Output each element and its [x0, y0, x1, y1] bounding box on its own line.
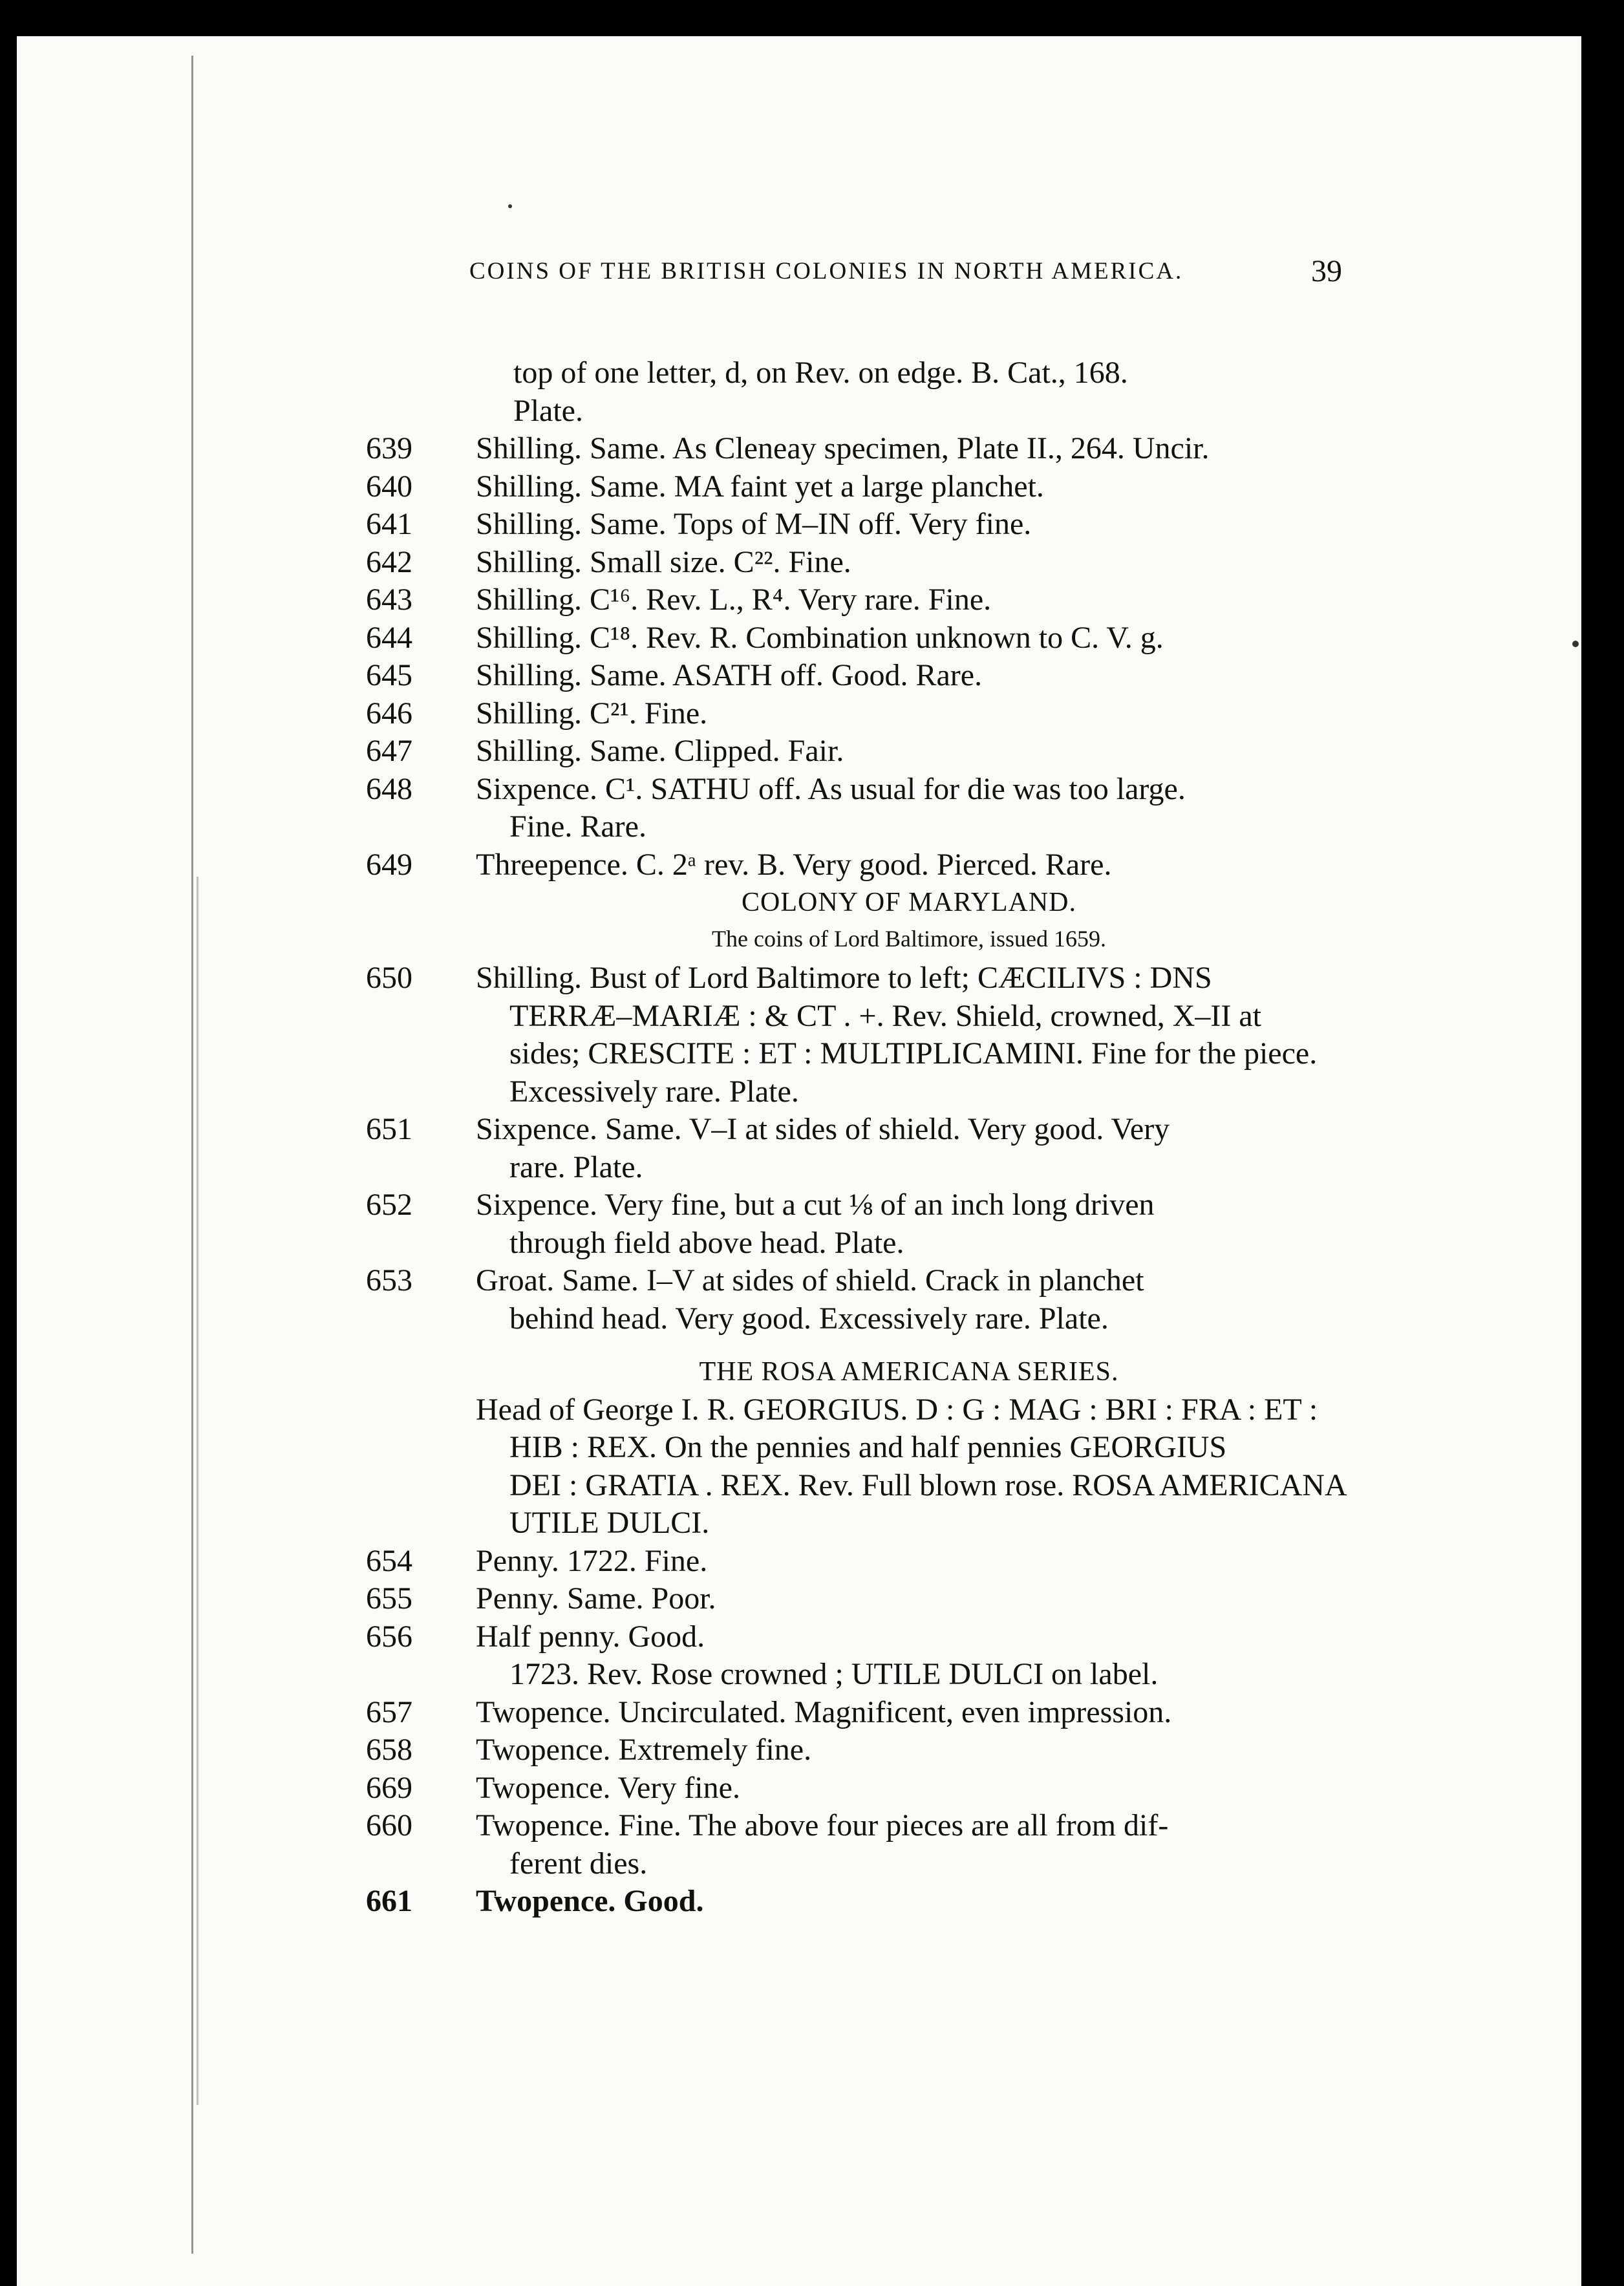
rosa-intro-line: UTILE DULCI. — [509, 1506, 710, 1540]
section-subheading-maryland: The coins of Lord Baltimore, issued 1659. — [712, 925, 1106, 952]
entry-line: Fine. Rare. — [509, 809, 646, 844]
entry-line: Twopence. Fine. The above four pieces are all from dif- — [476, 1808, 1169, 1843]
rosa-intro-line: DEI : GRATIA . REX. Rev. Full blown rose. ROSA AMERICANA — [509, 1468, 1347, 1502]
section-gap — [366, 1338, 1342, 1353]
entry-line: Shilling. Same. Tops of M–IN off. Very fine. — [476, 507, 1032, 541]
entry-line: ferent dies. — [509, 1846, 648, 1881]
entry-line: Shilling. C¹⁸. Rev. R. Combination unknown to C. V. g. — [476, 620, 1164, 655]
entry-line: TERRÆ–MARIÆ : & CT . +. Rev. Shield, crowned, X–II at — [509, 998, 1261, 1033]
ink-speck — [508, 204, 512, 208]
entry-line: Shilling. Small size. C²². Fine. — [476, 544, 851, 579]
entry-line: behind head. Very good. Excessively rare. Plate. — [509, 1301, 1109, 1336]
entries-shillings — [366, 430, 1342, 884]
entry-line: Shilling. C¹⁶. Rev. L., R⁴. Very rare. Fine. — [476, 582, 992, 617]
note-1723: 1723. Rev. Rose crowned ; UTILE DULCI on label. — [509, 1657, 1159, 1691]
entry-line: Sixpence. C¹. SATHU off. As usual for die was too large. — [476, 771, 1186, 806]
entry-line: Excessively rare. Plate. — [509, 1074, 799, 1109]
catalogue-entry — [366, 695, 1342, 733]
entries-maryland — [366, 959, 1342, 1338]
rosa-intro — [366, 1391, 1347, 1543]
lot-number: 645 — [366, 658, 412, 692]
lot-number: 652 — [366, 1188, 412, 1222]
lot-number: 658 — [366, 1733, 412, 1767]
entry-line: Shilling. C²¹. Fine. — [476, 696, 708, 731]
lot-number: 653 — [366, 1263, 412, 1298]
entry-line: Groat. Same. I–V at sides of shield. Crack in planchet — [476, 1263, 1144, 1298]
entry-line: Sixpence. Very fine, but a cut ⅛ of an inch long driven — [476, 1188, 1155, 1222]
lot-number: 643 — [366, 582, 412, 617]
catalogue-entry — [366, 657, 1342, 695]
entry-line: through field above head. Plate. — [509, 1225, 904, 1260]
continuation-block — [366, 354, 1342, 430]
entry-line: Twopence. Good. — [476, 1884, 704, 1918]
lot-number: 649 — [366, 847, 412, 882]
entry-line: rare. Plate. — [509, 1149, 643, 1184]
entries-rosa-1723 — [366, 1694, 1342, 1921]
running-head — [469, 254, 1342, 288]
catalogue-entry — [366, 544, 1342, 582]
entry-line: Threepence. C. 2ᵃ rev. B. Very good. Pierced. Rare. — [476, 847, 1112, 882]
catalogue-entry — [366, 1543, 1342, 1581]
catalogue-entry — [366, 846, 1342, 884]
catalogue-entry — [366, 959, 1342, 1111]
entry-line: Half penny. Good. — [476, 1619, 705, 1654]
lot-number: 669 — [366, 1770, 412, 1805]
continuation-line: top of one letter, d, on Rev. on edge. B. Cat., 168. — [513, 356, 1128, 390]
catalogue-entry — [366, 1807, 1342, 1883]
lot-number: 661 — [366, 1884, 412, 1918]
ink-speck — [1572, 641, 1579, 647]
lot-number: 640 — [366, 469, 412, 504]
catalogue-entry — [366, 771, 1342, 846]
lot-number: 656 — [366, 1619, 412, 1654]
continuation-line: Plate. — [513, 393, 583, 428]
catalogue-entry — [366, 732, 1342, 771]
catalogue-entry — [366, 1694, 1342, 1732]
catalogue-entry — [366, 1580, 1342, 1618]
catalogue-entry — [366, 506, 1342, 544]
catalogue-entry — [366, 1731, 1342, 1769]
catalogue-entry — [366, 619, 1342, 657]
entry-line: sides; CRESCITE : ET : MULTIPLICAMINI. Fine for the piece. — [509, 1036, 1318, 1071]
entry-line: Shilling. Bust of Lord Baltimore to left; CÆCILIVS : DNS — [476, 961, 1212, 995]
entry-line: Twopence. Extremely fine. — [476, 1733, 812, 1767]
entry-line: Penny. 1722. Fine. — [476, 1543, 708, 1578]
page-number: 39 — [1311, 254, 1342, 288]
section-heading-rosa: THE ROSA AMERICANA SERIES. — [699, 1357, 1119, 1387]
entry-line: Shilling. Same. Clipped. Fair. — [476, 734, 844, 768]
catalogue-entry — [366, 1883, 1342, 1921]
entry-line: Shilling. Same. MA faint yet a large planchet. — [476, 469, 1044, 504]
entry-line: Twopence. Very fine. — [476, 1770, 740, 1805]
binding-shadow — [197, 877, 198, 2105]
catalogue-entry — [366, 1769, 1342, 1808]
entries-rosa-1722 — [366, 1543, 1342, 1656]
section-heading-maryland: COLONY OF MARYLAND. — [742, 888, 1076, 917]
catalogue-entry — [366, 468, 1342, 506]
lot-number: 641 — [366, 507, 412, 541]
lot-number: 657 — [366, 1694, 412, 1729]
lot-number: 655 — [366, 1581, 412, 1616]
book-page — [17, 36, 1581, 2286]
lot-number: 639 — [366, 431, 412, 465]
rosa-intro-line: Head of George I. R. GEORGIUS. D : G : MAG : BRI : FRA : ET : — [476, 1392, 1318, 1427]
lot-number: 651 — [366, 1112, 412, 1146]
lot-number: 644 — [366, 620, 412, 655]
catalogue-entry — [366, 1618, 1342, 1656]
lot-number: 642 — [366, 544, 412, 579]
lot-number: 648 — [366, 771, 412, 806]
catalogue-entry — [366, 1262, 1342, 1338]
rosa-intro-line: HIB : REX. On the pennies and half pennies GEORGIUS — [509, 1430, 1227, 1464]
entry-line: Shilling. Same. As Cleneay specimen, Plate II., 264. Uncir. — [476, 431, 1210, 465]
lot-number: 647 — [366, 734, 412, 768]
running-title: COINS OF THE BRITISH COLONIES IN NORTH AMERICA. — [469, 258, 1184, 284]
entry-line: Twopence. Uncirculated. Magnificent, even impression. — [476, 1694, 1172, 1729]
catalogue-entry — [366, 1186, 1342, 1262]
entry-line: Shilling. Same. ASATH off. Good. Rare. — [476, 658, 983, 692]
lot-number: 654 — [366, 1543, 412, 1578]
lot-number: 650 — [366, 961, 412, 995]
entry-line: Sixpence. Same. V–I at sides of shield. Very good. Very — [476, 1112, 1170, 1146]
entry-line: Penny. Same. Poor. — [476, 1581, 716, 1616]
catalogue-entry — [366, 581, 1342, 619]
lot-number: 646 — [366, 696, 412, 731]
lot-number: 660 — [366, 1808, 412, 1843]
catalogue-entry — [366, 1111, 1342, 1186]
catalogue-entry — [366, 430, 1342, 468]
catalogue-text — [366, 354, 1347, 1921]
